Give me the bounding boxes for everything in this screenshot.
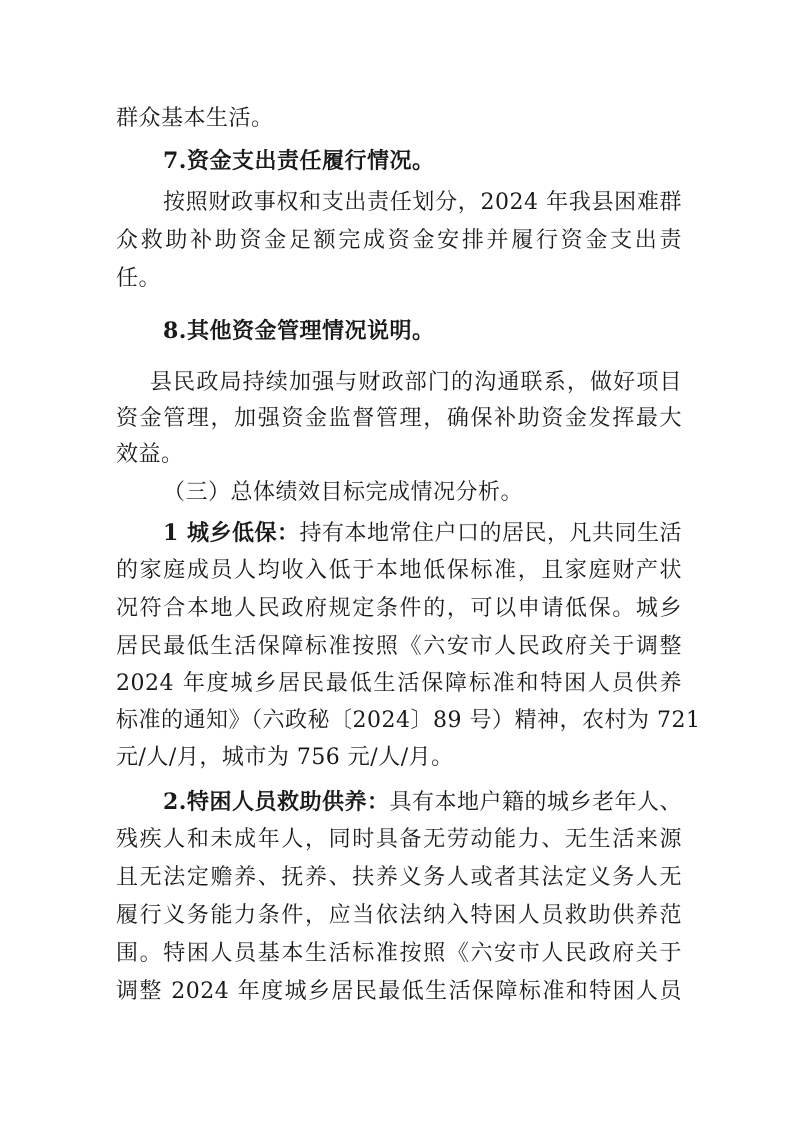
paragraph-line: 调整 2024 年度城乡居民最低生活保障标准和特困人员 (116, 979, 682, 1004)
paragraph-line: 效益。 (116, 442, 184, 467)
term-label-lowincome: 1 城乡低保： (163, 520, 300, 546)
paragraph-line-special-care (163, 787, 682, 818)
paragraph-line: 任。 (116, 266, 162, 291)
paragraph-line: 2024 年度城乡居民最低生活保障标准和特困人员供养 (116, 671, 682, 696)
paragraph-line: 居民最低生活保障标准按照《六安市人民政府关于调整 (116, 634, 682, 659)
paragraph-line-lowincome (163, 518, 682, 549)
section-heading-8: 8.其他资金管理情况说明。 (163, 318, 435, 344)
subsection-heading-3: （三）总体绩效目标完成情况分析。 (163, 480, 524, 505)
paragraph-line: 众救助补助资金足额完成资金安排并履行资金支出责 (116, 228, 682, 253)
paragraph-text: 持有本地常住户口的居民，凡共同生活 (299, 521, 682, 546)
paragraph-line: 群众基本生活。 (116, 106, 274, 131)
paragraph-line: 残疾人和未成年人，同时具备无劳动能力、无生活来源 (116, 827, 682, 852)
paragraph-line: 况符合本地人民政府规定条件的，可以申请低保。城乡 (116, 596, 682, 621)
term-label-special-care: 2.特困人员救助供养： (163, 789, 390, 815)
paragraph-line: 按照财政事权和支出责任划分，2024 年我县困难群 (163, 190, 682, 215)
section-heading-7: 7.资金支出责任履行情况。 (163, 148, 435, 174)
paragraph-text: 具有本地户籍的城乡老年人、 (389, 790, 682, 815)
paragraph-line: 履行义务能力条件，应当依法纳入特困人员救助供养范 (116, 903, 682, 928)
paragraph-line: 且无法定赡养、抚养、扶养义务人或者其法定义务人无 (116, 865, 682, 890)
paragraph-line: 标准的通知》（六政秘〔2024〕89 号）精神，农村为 721 (116, 708, 701, 733)
paragraph-line: 县民政局持续加强与财政部门的沟通联系，做好项目 (150, 370, 682, 395)
paragraph-line: 的家庭成员人均收入低于本地低保标准，且家庭财产状 (116, 558, 682, 583)
paragraph-line: 围。特困人员基本生活标准按照《六安市人民政府关于 (116, 941, 682, 966)
paragraph-line: 元/人/月，城市为 756 元/人/月。 (116, 745, 454, 770)
paragraph-line: 资金管理，加强资金监督管理，确保补助资金发挥最大 (116, 406, 682, 431)
